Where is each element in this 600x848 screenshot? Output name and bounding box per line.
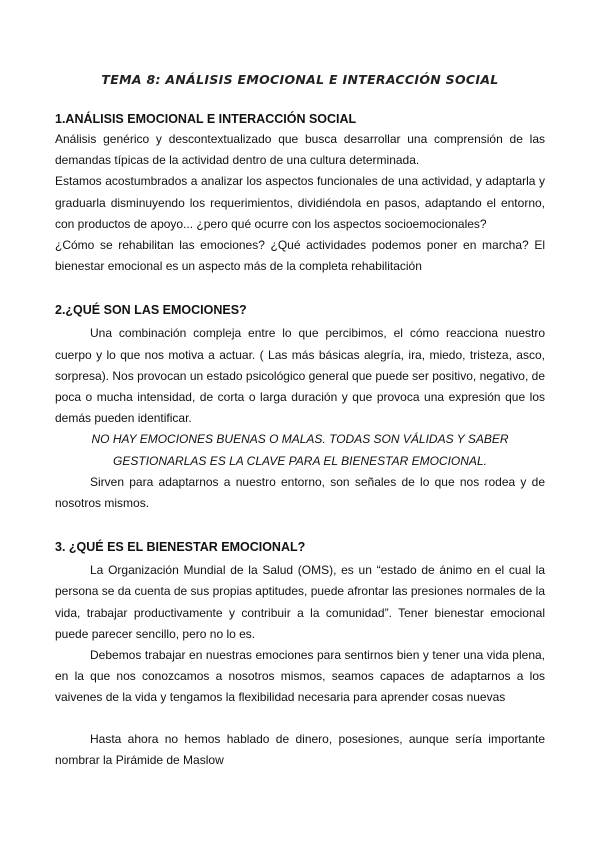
section-heading: 1.ANÁLISIS EMOCIONAL E INTERACCIÓN SOCIAL	[55, 112, 357, 126]
section-bienestar-emocional	[55, 538, 545, 771]
callout-text: NO HAY EMOCIONES BUENAS O MALAS. TODAS SON VÁLIDAS Y SABER GESTIONARLAS ES LA CLAVE PARA EL BIENESTAR EMOCIONAL.	[91, 432, 509, 468]
section-que-son-emociones	[55, 301, 545, 514]
paragraph: Análisis genérico y descontextualizado que busca desarrollar una comprensión de las demandas típicas de la actividad dentro de una cultura determinada.	[55, 132, 545, 168]
paragraph: Estamos acostumbrados a analizar los aspectos funcionales de una actividad, y adaptarla y graduarla disminuyendo los requerimientos, dividiéndola en pasos, adaptando el entorno, con productos de apoyo... ¿pero qué ocurre con los aspectos socioemocionales?	[55, 174, 545, 231]
section-heading: 2.¿QUÉ SON LAS EMOCIONES?	[55, 303, 247, 318]
section-heading: 3. ¿QUÉ ES EL BIENESTAR EMOCIONAL?	[55, 540, 306, 555]
paragraph: Debemos trabajar en nuestras emociones para sentirnos bien y tener una vida plena, en la que nos conozcamos a nosotros mismos, seamos capaces de adaptarnos a los vaivenes de la vida y tengamos la flexibilidad necesaria para aprender cosas nuevas	[55, 648, 545, 705]
document-page	[55, 72, 545, 771]
paragraph: La Organización Mundial de la Salud (OMS), es un “estado de ánimo en el cual la persona se da cuenta de sus propias aptitudes, puede afrontar las presiones normales de la vida, trabajar productivamente y contribuir a la comunidad”. Tener bienestar emocional puede parecer sencillo, pero no lo es.	[55, 563, 545, 641]
paragraph: Hasta ahora no hemos hablado de dinero, posesiones, aunque sería importante nombrar la Pirámide de Maslow	[55, 731, 545, 767]
paragraph: Una combinación compleja entre lo que percibimos, el cómo reacciona nuestro cuerpo y lo que nos motiva a actuar. ( Las más básicas alegría, ira, miedo, tristeza, asco, sorpresa). Nos provocan un estado psicológico general que puede ser positivo, negativo, de poca o mucha intensidad, de corta o larga duración y que provoca una expresión que los demás pueden identificar.	[55, 326, 545, 426]
document-title: TEMA 8: ANÁLISIS EMOCIONAL E INTERACCIÓN SOCIAL	[101, 72, 499, 87]
paragraph: ¿Cómo se rehabilitan las emociones? ¿Qué actividades podemos poner en marcha? El bienestar emocional es un aspecto más de la completa rehabilitación	[55, 238, 545, 274]
paragraph: Sirven para adaptarnos a nuestro entorno, son señales de lo que nos rodea y de nosotros mismos.	[55, 474, 545, 511]
section-analisis-emocional	[55, 110, 545, 277]
